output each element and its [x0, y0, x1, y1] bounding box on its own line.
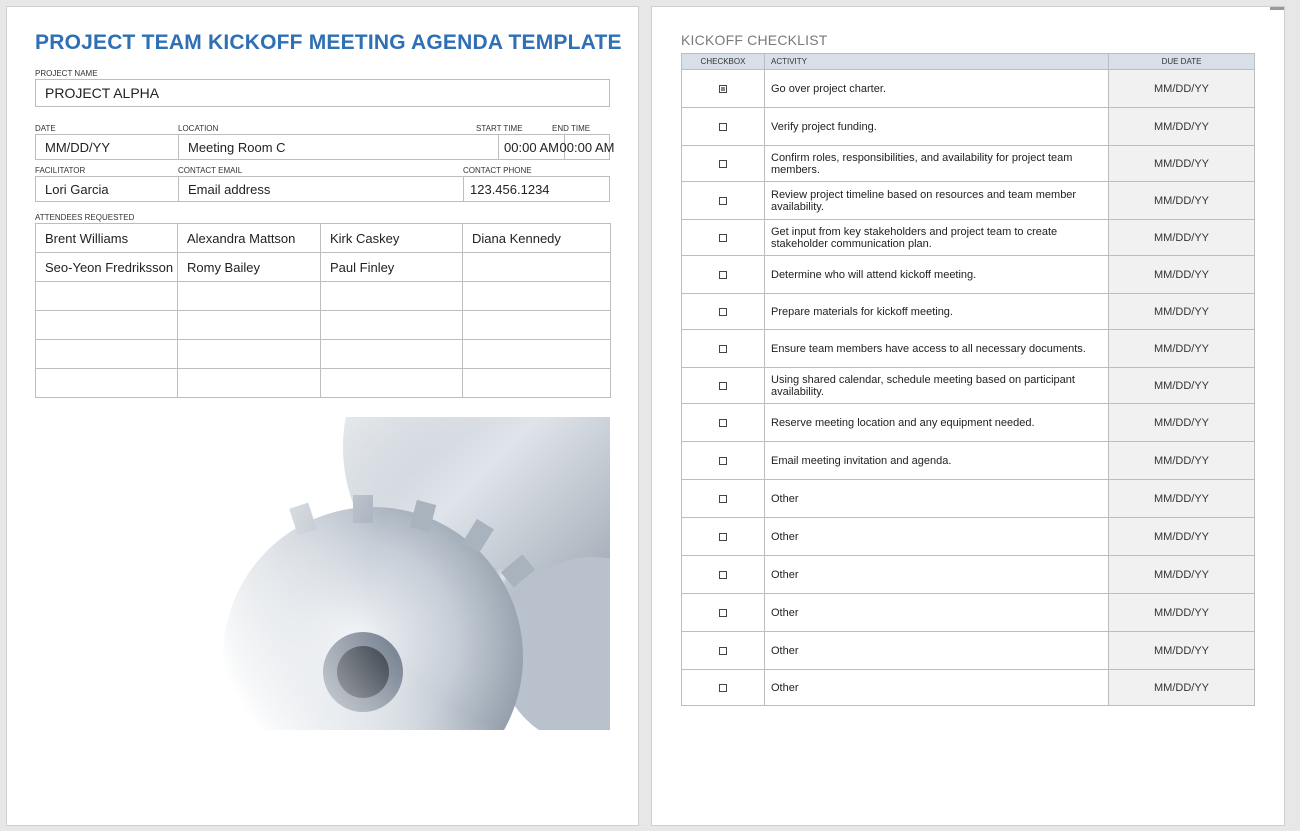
unchecked-checkbox[interactable] — [719, 123, 727, 131]
unchecked-checkbox[interactable] — [719, 495, 727, 503]
checkbox-cell — [682, 146, 765, 182]
unchecked-checkbox[interactable] — [719, 457, 727, 465]
activity-cell[interactable]: Verify project funding. — [765, 108, 1109, 146]
attendee-cell[interactable] — [321, 282, 463, 311]
due-date-cell[interactable]: MM/DD/YY — [1109, 220, 1255, 256]
contact-phone-label: CONTACT PHONE — [463, 166, 532, 175]
activity-cell[interactable]: Prepare materials for kickoff meeting. — [765, 294, 1109, 330]
unchecked-checkbox[interactable] — [719, 234, 727, 242]
checkbox-header: CHECKBOX — [682, 54, 765, 70]
unchecked-checkbox[interactable] — [719, 647, 727, 655]
attendee-row — [36, 253, 611, 282]
checkbox-cell — [682, 256, 765, 294]
due-date-cell[interactable]: MM/DD/YY — [1109, 330, 1255, 368]
due-date-cell[interactable]: MM/DD/YY — [1109, 594, 1255, 632]
activity-cell[interactable]: Other — [765, 670, 1109, 706]
attendee-cell[interactable] — [321, 340, 463, 369]
attendee-cell[interactable] — [463, 253, 611, 282]
checklist-row — [682, 294, 1255, 330]
checkbox-cell — [682, 404, 765, 442]
activity-header: ACTIVITY — [765, 54, 1109, 70]
checklist-row — [682, 70, 1255, 108]
checkbox-cell — [682, 518, 765, 556]
attendee-cell[interactable] — [178, 340, 321, 369]
checklist-row — [682, 108, 1255, 146]
project-name-field[interactable] — [35, 79, 610, 107]
checkbox-cell — [682, 480, 765, 518]
due-date-cell[interactable]: MM/DD/YY — [1109, 146, 1255, 182]
checkbox-cell — [682, 442, 765, 480]
due-date-header: DUE DATE — [1109, 54, 1255, 70]
date-field[interactable]: MM/DD/YY — [36, 135, 179, 159]
attendee-cell[interactable]: Seo-Yeon Fredriksson — [36, 253, 178, 282]
attendee-cell[interactable]: Romy Bailey — [178, 253, 321, 282]
checklist-row — [682, 330, 1255, 368]
activity-cell[interactable]: Review project timeline based on resources and team member availability. — [765, 182, 1109, 220]
attendee-cell[interactable] — [36, 340, 178, 369]
unchecked-checkbox[interactable] — [719, 160, 727, 168]
attendees-label: ATTENDEES REQUESTED — [35, 213, 135, 222]
start-time-label: START TIME — [476, 124, 523, 133]
activity-cell[interactable]: Determine who will attend kickoff meeting. — [765, 256, 1109, 294]
checkbox-cell — [682, 108, 765, 146]
attendee-cell[interactable]: Alexandra Mattson — [178, 224, 321, 253]
end-time-label: END TIME — [552, 124, 591, 133]
due-date-cell[interactable]: MM/DD/YY — [1109, 256, 1255, 294]
unchecked-checkbox[interactable] — [719, 382, 727, 390]
checkbox-cell — [682, 556, 765, 594]
checklist-row — [682, 518, 1255, 556]
activity-cell[interactable]: Using shared calendar, schedule meeting based on participant availability. — [765, 368, 1109, 404]
facilitator-row — [35, 176, 610, 202]
due-date-cell[interactable]: MM/DD/YY — [1109, 368, 1255, 404]
activity-cell[interactable]: Ensure team members have access to all necessary documents. — [765, 330, 1109, 368]
attendee-cell[interactable] — [321, 311, 463, 340]
checkbox-cell — [682, 294, 765, 330]
attendee-cell[interactable] — [463, 282, 611, 311]
attendee-cell[interactable]: Diana Kennedy — [463, 224, 611, 253]
attendee-cell[interactable]: Brent Williams — [36, 224, 178, 253]
unchecked-checkbox[interactable] — [719, 308, 727, 316]
unchecked-checkbox[interactable] — [719, 345, 727, 353]
activity-cell[interactable]: Other — [765, 480, 1109, 518]
checkbox-cell — [682, 632, 765, 670]
unchecked-checkbox[interactable] — [719, 419, 727, 427]
facilitator-label: FACILITATOR — [35, 166, 86, 175]
checklist-row — [682, 632, 1255, 670]
unchecked-checkbox[interactable] — [719, 533, 727, 541]
attendee-cell[interactable] — [36, 369, 178, 398]
unchecked-checkbox[interactable] — [719, 197, 727, 205]
agenda-page — [6, 6, 639, 826]
checked-checkbox[interactable] — [719, 85, 727, 93]
date-location-row — [35, 134, 615, 160]
due-date-cell[interactable]: MM/DD/YY — [1109, 404, 1255, 442]
attendee-row — [36, 340, 611, 369]
activity-cell[interactable]: Confirm roles, responsibilities, and availability for project team members. — [765, 146, 1109, 182]
contact-email-field[interactable]: Email address — [179, 177, 464, 201]
checkbox-cell — [682, 70, 765, 108]
checklist-row — [682, 220, 1255, 256]
end-time-field[interactable]: 00:00 AM — [559, 139, 615, 155]
checklist-row — [682, 480, 1255, 518]
contact-phone-field[interactable]: 123.456.1234 — [470, 181, 550, 197]
start-time-field[interactable]: 00:00 AM — [499, 135, 565, 159]
checklist-header-row — [682, 54, 1255, 70]
checklist-row — [682, 594, 1255, 632]
checklist-row — [682, 182, 1255, 220]
due-date-cell[interactable]: MM/DD/YY — [1109, 480, 1255, 518]
checklist-row — [682, 404, 1255, 442]
attendees-table — [35, 223, 611, 398]
due-date-cell[interactable]: MM/DD/YY — [1109, 182, 1255, 220]
facilitator-field[interactable]: Lori Garcia — [36, 177, 179, 201]
checklist-row — [682, 670, 1255, 706]
unchecked-checkbox[interactable] — [719, 571, 727, 579]
checklist-page — [651, 6, 1285, 826]
attendee-cell[interactable]: Paul Finley — [321, 253, 463, 282]
due-date-cell[interactable]: MM/DD/YY — [1109, 108, 1255, 146]
unchecked-checkbox[interactable] — [719, 609, 727, 617]
due-date-cell[interactable]: MM/DD/YY — [1109, 670, 1255, 706]
checklist-row — [682, 368, 1255, 404]
attendee-row — [36, 369, 611, 398]
attendee-row — [36, 224, 611, 253]
location-field[interactable]: Meeting Room C — [179, 135, 499, 159]
activity-cell[interactable]: Reserve meeting location and any equipment needed. — [765, 404, 1109, 442]
attendee-cell[interactable] — [178, 311, 321, 340]
activity-cell[interactable]: Go over project charter. — [765, 70, 1109, 108]
activity-cell[interactable]: Email meeting invitation and agenda. — [765, 442, 1109, 480]
due-date-cell[interactable]: MM/DD/YY — [1109, 70, 1255, 108]
checklist-row — [682, 556, 1255, 594]
checklist-title: KICKOFF CHECKLIST — [681, 32, 828, 48]
contact-email-label: CONTACT EMAIL — [178, 166, 243, 175]
due-date-cell[interactable]: MM/DD/YY — [1109, 442, 1255, 480]
checkbox-cell — [682, 594, 765, 632]
due-date-cell[interactable]: MM/DD/YY — [1109, 294, 1255, 330]
page-corner-marker — [1270, 7, 1284, 10]
checklist-row — [682, 146, 1255, 182]
attendee-cell[interactable] — [36, 311, 178, 340]
document-title: PROJECT TEAM KICKOFF MEETING AGENDA TEMPLATE — [35, 31, 622, 54]
due-date-cell[interactable]: MM/DD/YY — [1109, 518, 1255, 556]
checkbox-cell — [682, 330, 765, 368]
gears-photo — [223, 417, 610, 730]
checklist-table — [681, 53, 1255, 706]
unchecked-checkbox[interactable] — [719, 271, 727, 279]
attendee-cell[interactable] — [321, 369, 463, 398]
project-name-label: PROJECT NAME — [35, 69, 98, 78]
activity-cell[interactable]: Other — [765, 556, 1109, 594]
checklist-row — [682, 442, 1255, 480]
project-name-value: PROJECT ALPHA — [45, 85, 160, 101]
unchecked-checkbox[interactable] — [719, 684, 727, 692]
attendee-cell[interactable] — [178, 282, 321, 311]
checkbox-cell — [682, 182, 765, 220]
attendee-cell[interactable] — [463, 311, 611, 340]
activity-cell[interactable]: Get input from key stakeholders and project team to create stakeholder communication plan. — [765, 220, 1109, 256]
attendee-cell[interactable] — [463, 340, 611, 369]
checkbox-cell — [682, 670, 765, 706]
activity-cell[interactable]: Other — [765, 594, 1109, 632]
checkbox-cell — [682, 220, 765, 256]
due-date-cell[interactable]: MM/DD/YY — [1109, 632, 1255, 670]
attendee-cell[interactable] — [178, 369, 321, 398]
attendee-cell[interactable] — [36, 282, 178, 311]
activity-cell[interactable]: Other — [765, 632, 1109, 670]
attendee-row — [36, 311, 611, 340]
attendee-cell[interactable] — [463, 369, 611, 398]
checkbox-cell — [682, 368, 765, 404]
attendee-row — [36, 282, 611, 311]
due-date-cell[interactable]: MM/DD/YY — [1109, 556, 1255, 594]
location-label: LOCATION — [178, 124, 219, 133]
checklist-row — [682, 256, 1255, 294]
date-label: DATE — [35, 124, 56, 133]
activity-cell[interactable]: Other — [765, 518, 1109, 556]
attendee-cell[interactable]: Kirk Caskey — [321, 224, 463, 253]
